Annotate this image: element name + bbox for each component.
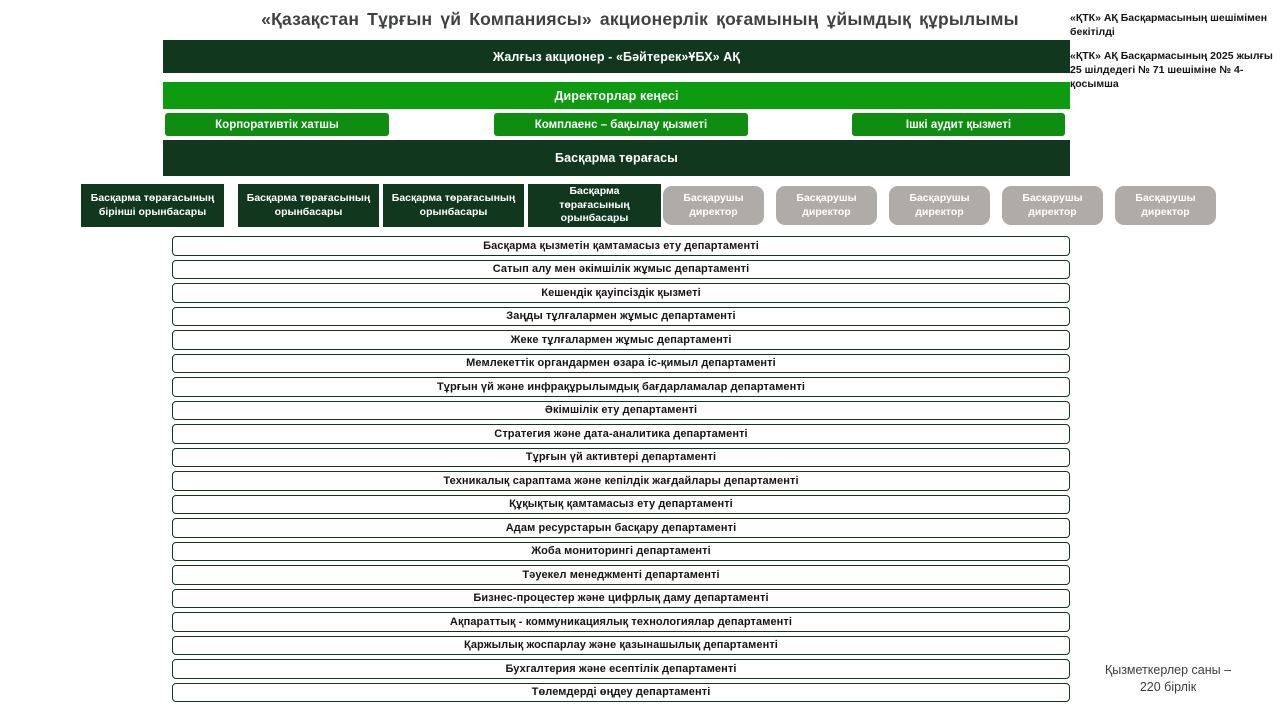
department-node: Ақпараттық - коммуникациялық технологиялар департаменті [172,612,1070,632]
approval-note [1070,12,1276,91]
department-node: Бизнес-процестер және цифрлық даму департаменті [172,589,1070,609]
managing-director-node: Басқарушы директор [889,186,990,225]
department-node: Әкімшілік ету департаменті [172,401,1070,421]
approval-note-line-1: «ҚТК» АҚ Басқармасының шешімімен бекітілді [1070,12,1268,38]
department-node: Басқарма қызметін қамтамасыз ету департаменті [172,236,1070,256]
department-node: Жоба мониторингі департаменті [172,542,1070,562]
department-node: Адам ресурстарын басқару департаменті [172,518,1070,538]
department-node: Заңды тұлғалармен жұмыс департаменті [172,307,1070,327]
headcount-note-line-2: 220 бірлік [1139,679,1197,694]
department-node: Құқықтық қамтамасыз ету департаменті [172,495,1070,515]
deputy-chairman-node: Басқарма төрағасының орынбасары [238,184,379,227]
managing-director-node: Басқарушы директор [1002,186,1103,225]
first-deputy-chairman-node: Басқарма төрағасының бірінші орынбасары [81,184,224,227]
department-node: Техникалық сараптама және кепілдік жағдайлары департаменті [172,471,1070,491]
department-node: Тұрғын үй және инфрақұрылымдық бағдарламалар департаменті [172,377,1070,397]
department-node: Бухгалтерия және есептілік департаменті [172,659,1070,679]
chairman-node: Басқарма төрағасы [163,140,1070,176]
corporate-secretary-node: Корпоративтік хатшы [165,113,389,136]
department-node: Қаржылық жоспарлау және қазынашылық департаменті [172,636,1070,656]
headcount-note [1098,662,1238,696]
department-list [172,236,1070,706]
managing-director-node: Басқарушы директор [776,186,877,225]
headcount-note-line-1: Қызметкерлер саны – [1104,663,1232,677]
department-node: Жеке тұлғалармен жұмыс департаменті [172,330,1070,350]
department-node: Мемлекеттік органдармен өзара іс-қимыл департаменті [172,354,1070,374]
page-title: «Қазақстан Тұрғын үй Компаниясы» акционерлік қоғамының ұйымдық құрылымы [261,9,1019,29]
internal-audit-node: Ішкі аудит қызметі [852,113,1065,136]
department-node: Тұрғын үй активтері департаменті [172,448,1070,468]
shareholder-node: Жалғыз акционер - «Бәйтерек»ҰБХ» АҚ [163,40,1070,73]
compliance-service-node: Комплаенс – бақылау қызметі [494,113,748,136]
department-node: Стратегия және дата-аналитика департаменті [172,424,1070,444]
managing-director-node: Басқарушы директор [1115,186,1216,225]
deputy-chairman-node: Басқарма төрағасының орынбасары [528,184,661,227]
managing-director-node: Басқарушы директор [663,186,764,225]
approval-note-line-2: «ҚТК» АҚ Басқармасының 2025 жылғы 25 шілдедегі № 71 шешіміне № 4-қосымша [1070,50,1273,90]
department-node: Кешендік қауіпсіздік қызметі [172,283,1070,303]
department-node: Тәуекел менеджменті департаменті [172,565,1070,585]
deputy-chairman-node: Басқарма төрағасының орынбасары [383,184,524,227]
department-node: Сатып алу мен әкімшілік жұмыс департаменті [172,260,1070,280]
board-of-directors-node: Директорлар кеңесі [163,82,1070,109]
department-node: Төлемдерді өңдеу департаменті [172,683,1070,703]
